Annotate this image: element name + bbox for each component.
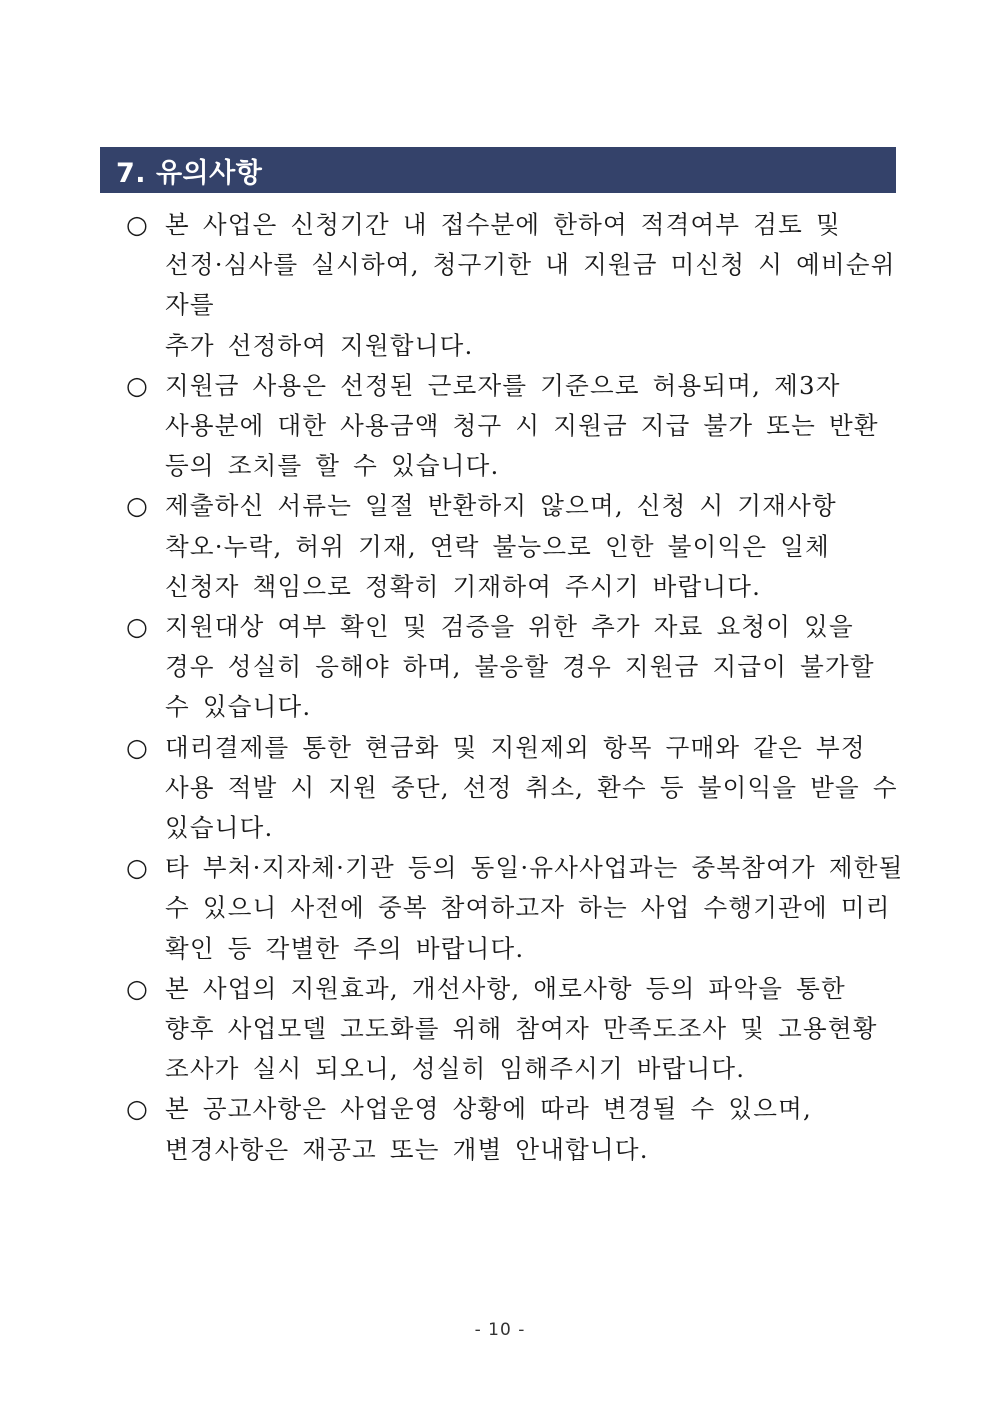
circle-bullet-icon: ○ — [126, 210, 150, 239]
note-text: 대리결제를 통한 현금화 및 지원제외 항목 구매와 같은 부정 사용 적발 시 지원 중단, 선정 취소, 환수 등 불이익을 받을 수 있습니다. — [165, 732, 898, 843]
note-text: 타 부처·지자체·기관 등의 동일·유사사업과는 중복참여가 제한될 수 있으니 사전에 중복 참여하고자 하는 사업 수행기관에 미리 확인 등 각별한 주의 바랍니다. — [165, 853, 904, 963]
section-title: 7. 유의사항 — [116, 157, 263, 189]
circle-bullet-icon: ○ — [126, 491, 150, 521]
note-text: 제출하신 서류는 일절 반환하지 않으며, 신청 시 기재사항 착오·누락, 허위 기재, 연락 불능으로 인한 불이익은 일체 신청자 책임으로 정확히 기재하여 주시기 바랍니다. — [165, 491, 837, 601]
circle-bullet-icon: ○ — [126, 853, 150, 883]
circle-bullet-icon: ○ — [126, 612, 150, 642]
note-item — [126, 848, 906, 969]
note-text: 지원대상 여부 확인 및 검증을 위한 추가 자료 요청이 있을 경우 성실히 응해야 하며, 불응할 경우 지원금 지급이 불가할 수 있습니다. — [165, 612, 875, 722]
note-item — [126, 486, 906, 607]
notes-list — [126, 205, 906, 1170]
note-text: 본 사업의 지원효과, 개선사항, 애로사항 등의 파악을 통한 향후 사업모델 고도화를 위해 참여자 만족도조사 및 고용현황 조사가 실시 되오니, 성실히 임해주시기 바랍니다. — [165, 973, 878, 1084]
note-text: 지원금 사용은 선정된 근로자를 기준으로 허용되며, 제3자 사용분에 대한 사용금액 청구 시 지원금 지급 불가 또는 반환 등의 조치를 할 수 있습니다. — [165, 370, 879, 481]
circle-bullet-icon: ○ — [126, 1094, 150, 1124]
circle-bullet-icon: ○ — [126, 973, 150, 1003]
note-item — [126, 969, 906, 1090]
note-text: 본 사업은 신청기간 내 접수분에 한하여 적격여부 검토 및 선정·심사를 실시하여, 청구기한 내 지원금 미신청 시 예비순위자를 추가 선정하여 지원합니다. — [165, 210, 896, 360]
note-item — [126, 607, 906, 728]
note-item — [126, 1089, 906, 1169]
circle-bullet-icon: ○ — [126, 732, 150, 762]
note-item — [126, 205, 906, 366]
note-item — [126, 728, 906, 849]
note-text: 본 공고사항은 사업운영 상황에 따라 변경될 수 있으며, 변경사항은 재공고 또는 개별 안내합니다. — [165, 1094, 812, 1164]
circle-bullet-icon: ○ — [126, 370, 150, 400]
note-item — [126, 366, 906, 487]
section-header — [100, 147, 896, 193]
page-number: - 10 - — [474, 1320, 526, 1340]
